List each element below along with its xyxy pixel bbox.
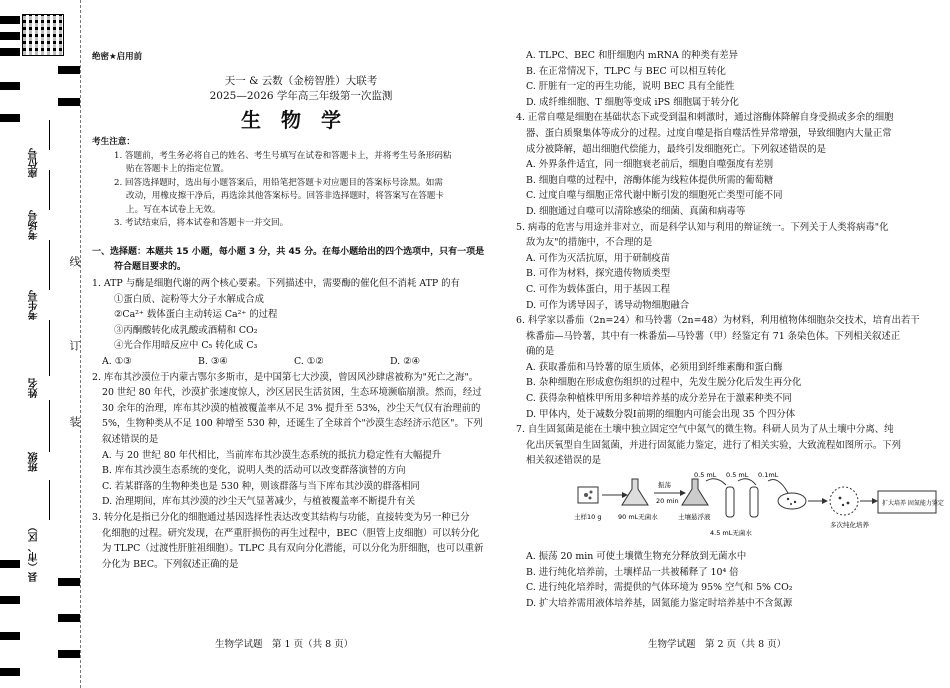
stripe (0, 560, 20, 568)
q6-option: D. 甲体内，处于减数分裂Ⅰ前期的细胞内可能会出现 35 个四分体 (526, 408, 796, 420)
cut-line (80, 0, 81, 688)
q6-line: 6. 科学家以番茄（2n=24）和马铃薯（2n=48）为材料，利用植物体细胞杂交技术，培育出若干 (516, 315, 920, 327)
q1-options (92, 354, 510, 370)
room-label: 考场号 (29, 210, 40, 240)
name-label: 姓名 (29, 378, 40, 398)
q7-line: 相关叙述错误的是 (526, 455, 602, 467)
page-1-footer: 生物学试题 第 1 页（共 8 页） (215, 639, 354, 650)
option-b: B. ③④ (198, 356, 228, 368)
q1-item: ④光合作用暗反应中 C₅ 转化成 C₃ (114, 340, 258, 352)
page-1 (92, 0, 510, 572)
flask-icon (622, 479, 648, 505)
stripe (0, 596, 20, 604)
q4-option: B. 细胞自噬的过程中，溶酶体能为线粒体提供所需的葡萄糖 (526, 174, 774, 186)
section-title-cont: 符合题目要求的。 (114, 262, 187, 273)
tube-icon (750, 487, 758, 517)
q2-option: D. 治理期间，库布其沙漠的沙尘天气显著减少，与植被覆盖率不断提升有关 (102, 496, 416, 508)
blank-line (49, 480, 50, 520)
q7-option: A. 振荡 20 min 可使土壤微生物充分释放到无菌水中 (526, 551, 747, 563)
stripe (0, 32, 20, 40)
q1-item: ①蛋白质、淀粉等大分子水解成合成 (114, 293, 265, 305)
blank-line (49, 400, 50, 452)
q6-option: C. 获得杂种植株甲所用多种培养基的成分差异在于激素种类不同 (526, 393, 792, 405)
stripe (58, 66, 80, 74)
q5-line: 敌为友"的措施中，不合理的是 (526, 237, 653, 249)
q6-line: 株番茄—马铃薯，其中有一株番茄—马铃薯（甲）经鉴定有 71 条染色体。下列相关叙述正 (526, 330, 901, 342)
q3-line: 化细胞的过程。研究发现，在严重肝损伤的再生过程中，BEC（胆管上皮细胞）可以转分化 (102, 527, 480, 539)
notice-list (92, 150, 510, 231)
option-d: D. ②④ (390, 356, 420, 368)
q6-option: B. 杂种细胞在形成愈伤组织的过程中，先发生脱分化后发生再分化 (526, 377, 802, 389)
shake-time-label: 20 min (656, 497, 679, 506)
q2-line: 30 余年的治理，库布其沙漠的植被覆盖率从不足 3% 提升至 53%，沙尘天气仅有治理前的 (102, 402, 481, 414)
q4-option: C. 过度自噬与细胞正常代谢中断引发的细胞死亡类型可能不同 (526, 190, 783, 202)
stripe (0, 632, 20, 640)
water45-label: 4.5 mL无菌水 (710, 529, 752, 538)
q5-option: D. 可作为诱导因子，诱导动物细胞融合 (526, 299, 690, 311)
exam-title: 天一 & 云数（金榜智胜）大联考 (224, 74, 378, 87)
q6-line: 确的是 (526, 346, 555, 358)
q3-line: 3. 转分化是指已分化的细胞通过基因选择性表达改变其结构与功能，直接转变为另一种已分 (92, 511, 470, 523)
q1-stem: 1. ATP 与酶是细胞代谢的两个核心要素。下列描述中，需要酶的催化但不消耗 ATP 的有 (92, 278, 460, 290)
q3-option: C. 肝脏有一定的再生功能，说明 BEC 具有全能性 (526, 81, 735, 93)
class-label: 班级 (29, 452, 40, 472)
q2-line: 叙述错误的是 (102, 434, 159, 445)
stripe (0, 668, 20, 676)
q4-option: D. 细胞通过自噬可以清除感染的细菌、真菌和病毒等 (526, 205, 746, 217)
tube-icon (726, 487, 734, 517)
q1-item: ②Ca²⁺ 载体蛋白主动转运 Ca²⁺ 的过程 (114, 309, 278, 321)
q7-line: 7. 自生固氮菌是能在土壤中独立固定空气中氮气的微生物。科研人员为了从土壤中分离、纯 (516, 424, 894, 436)
subject-title: 生物学 (241, 107, 361, 132)
notice-title: 考生注意： (92, 137, 135, 148)
secret-label: 绝密★启用前 (92, 52, 143, 62)
culture-icon (830, 487, 858, 515)
blank-line (49, 320, 50, 376)
q4-line: 成分被降解，超出细胞代偿能力，最终引发细胞死亡。下列叙述错误的是 (526, 143, 827, 155)
notice-line: 贴在答题卡上的指定位置。 (126, 164, 230, 175)
q5-option: B. 可作为材料，探究遗传物质类型 (526, 268, 671, 280)
q4-line: 4. 正常自噬是细胞在基础状态下或受到温和刺激时，通过溶酶体降解自身受损或多余的细胞 (516, 112, 894, 124)
cut-mark-load: 装 (68, 416, 81, 427)
shake-label: 振荡 (658, 481, 671, 490)
petri-dish-icon (778, 493, 806, 509)
water90-label: 90 mL无菌水 (618, 513, 658, 522)
notice-line: 3. 考试结束后，将本试卷和答题卡一并交回。 (114, 218, 289, 229)
qr-code (22, 14, 64, 56)
stripe (58, 578, 80, 586)
q3-option: B. 在正常情况下，TLPC 与 BEC 可以相互转化 (526, 65, 726, 77)
binding-sidebar (0, 0, 80, 688)
stripe (0, 82, 20, 90)
q2-line: 5%，生物种类从不足 100 种增至 530 种，还诞生了全球首个"沙漠生态经济示范区"。下列 (102, 418, 483, 430)
purify-label: 多次纯化培养 (830, 521, 869, 530)
cut-mark-bind: 订 (68, 340, 81, 351)
q2-option: C. 若某群落的生物种类也是 530 种，则该群落与当下库布其沙漠的群落相同 (102, 480, 420, 492)
q2-option: A. 与 20 世纪 80 年代相比，当前库布其沙漠生态系统的抵抗力稳定性有大幅提升 (102, 449, 442, 461)
q3-option: A. TLPC、BEC 和肝细胞内 mRNA 的种类有差异 (526, 50, 738, 61)
q4-option: A. 外界条件适宜，同一细胞衰老前后，细胞自噬强度有差别 (526, 159, 774, 171)
q5-option: A. 可作为灭活抗原，用于研制疫苗 (526, 252, 670, 264)
q7-option: B. 进行纯化培养前，土壤样品一共被稀释了 10⁴ 倍 (526, 566, 739, 578)
student-no-label: 考生号 (29, 290, 40, 320)
stripe (58, 614, 80, 622)
year-line: 2025—2026 学年高三年级第一次监测 (209, 90, 393, 103)
result-label: 扩大培养 固氮能力鉴定 (882, 500, 944, 508)
q2-option: B. 库布其沙漠生态系统的变化，说明人类的活动可以改变群落演替的方向 (102, 465, 406, 477)
q1-item: ③丙酮酸转化成乳酸或酒精和 CO₂ (114, 324, 258, 336)
q7-option: D. 扩大培养需用液体培养基，固氮能力鉴定时培养基中不含氮源 (526, 597, 793, 609)
option-a: A. ①③ (102, 356, 132, 368)
q7-line: 化出厌氧型自生固氮菌，并进行固氮能力鉴定，进行了相关实验，大致流程如图所示。下列 (526, 439, 902, 451)
flask-icon (682, 479, 708, 505)
stripe (0, 16, 20, 24)
stripe (58, 98, 80, 106)
volume-label: 0.5 mL (694, 471, 717, 480)
volume-label: 0.1mL (758, 471, 779, 480)
q3-line: 分化为 BEC。下列叙述正确的是 (102, 558, 239, 570)
q3-line: 为 TLPC（过渡性肝脏祖细胞）。TLPC 具有双向分化潜能，可以分化为肝细胞，也可以重新 (102, 543, 484, 555)
q4-line: 器、蛋白质聚集体等成分的过程。过度自噬是指自噬活性异常增强，导致细胞内大量正常 (526, 127, 892, 139)
cut-mark-line: 线 (68, 256, 81, 267)
q6-option: A. 获取番茄和马铃薯的原生质体，必须用到纤维素酶和蛋白酶 (526, 361, 783, 373)
stripe (0, 114, 20, 122)
section-title: 一、选择题：本题共 15 小题，每小题 3 分，共 45 分。在每小题给出的四个选项中，只有一项是 (92, 246, 485, 257)
notice-line: 2. 回答选择题时，选出每小题答案后，用铅笔把答题卡对应题目的答案标号涂黑。如需 (114, 177, 443, 188)
option-c: C. ①② (294, 356, 324, 368)
q3-option: D. 成纤维细胞、T 细胞等变成 iPS 细胞属于转分化 (526, 96, 739, 108)
page-2 (516, 0, 944, 611)
q2-line: 20 世纪 80 年代，沙漠扩张速度惊人，沙区居民生活贫困，生态环境濒临崩溃。然而，经过 (102, 387, 482, 399)
blank-line (49, 170, 50, 210)
county-label: 县（市、区） (29, 522, 40, 582)
volume-label: 0.5 mL (726, 471, 749, 480)
notice-line: 上。写在本试卷上无效。 (126, 204, 221, 215)
page-2-footer: 生物学试题 第 2 页（共 8 页） (648, 639, 787, 650)
notice-line: 1. 答题前，考生务必将自己的姓名、考生号填写在试卷和答题卡上，并将考生号条形码粘 (114, 150, 452, 161)
q2-line: 2. 库布其沙漠位于内蒙古鄂尔多斯市，是中国第七大沙漠，曾因风沙肆虐被称为"死亡之海"。 (92, 371, 479, 383)
q5-line: 5. 病毒的危害与用途并非对立，而是科学认知与利用的辩证统一。下列关于人类将病毒"化 (516, 221, 889, 233)
q5-option: C. 可作为载体蛋白，用于基因工程 (526, 283, 671, 295)
suspension-label: 土壤悬浮液 (678, 513, 711, 522)
stripe (0, 48, 20, 56)
q7-option: C. 进行纯化培养时，需提供的气体环境为 95% 空气和 5% CO₂ (526, 582, 793, 594)
seat-label: 座位号 (29, 148, 40, 178)
blank-line (49, 240, 50, 290)
soil-label: 土样10 g (574, 513, 602, 522)
notice-line: 改动，用橡皮擦干净后，再选涂其他答案标号。回答非选择题时，将答案写在答题卡 (126, 191, 444, 202)
blank-line (49, 120, 50, 150)
stripe (58, 650, 80, 658)
experiment-diagram (566, 471, 950, 549)
